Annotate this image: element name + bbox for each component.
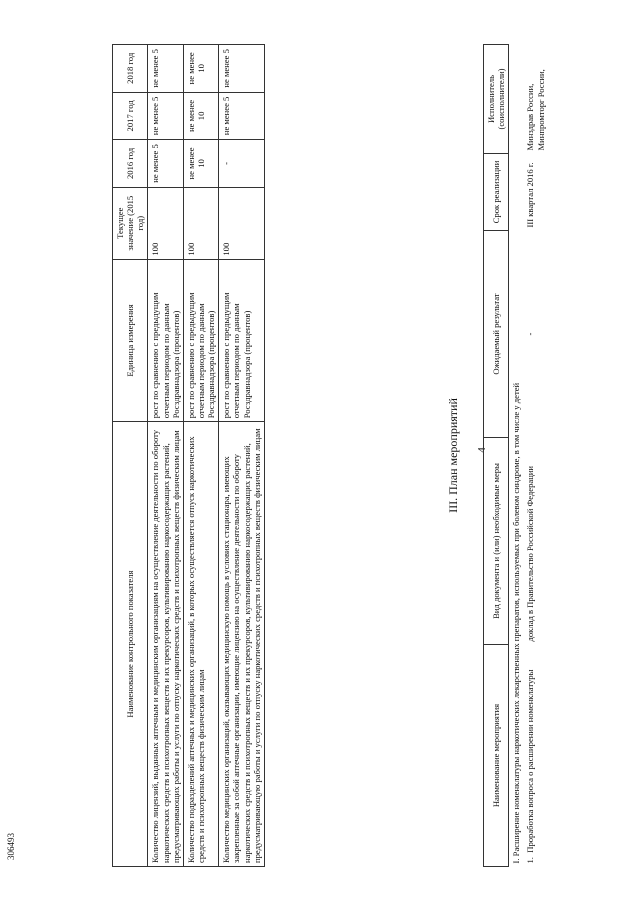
item-name: Проработка вопроса о расширении номенклатуры — [525, 669, 536, 853]
value-2018: не менее 10 — [183, 45, 218, 93]
table-row — [183, 45, 218, 867]
table-header-row — [484, 45, 509, 867]
current-value: 100 — [183, 187, 218, 259]
column-header: Текущее значение (2015 год) — [113, 187, 148, 259]
value-2018: не менее 5 — [148, 45, 183, 93]
column-header: 2017 год — [113, 92, 148, 140]
page-number: 4 — [476, 447, 488, 453]
value-2017: не менее 5 — [219, 92, 265, 140]
indicator-unit: рост по сравнению с предыдущим отчетным периодом по данным Росздравнадзора (процентов) — [219, 259, 265, 422]
table-row — [148, 45, 183, 867]
column-header: Единица измерения — [113, 259, 148, 422]
column-header: Вид документа и (или) необходимые меры — [484, 438, 509, 645]
table-header-row — [113, 45, 148, 867]
indicator-name: Количество подразделений аптечных и медицинских организаций, в которых осуществляется отпуск наркотических средств и психотропных веществ физическим лицам — [183, 422, 218, 867]
action-plan-table — [483, 44, 548, 867]
table-row — [219, 45, 265, 867]
column-header: 2016 год — [113, 140, 148, 188]
document-code: 306493 — [6, 833, 16, 860]
value-2017: не менее 5 — [148, 92, 183, 140]
subsection-title: I. Расширение номенклатуры наркотических лекарственных препаратов, используемых при болевом синдроме, в том числе у детей — [511, 382, 522, 864]
table-row — [523, 45, 547, 867]
indicator-name: Количество медицинских организаций, оказывающих медицинскую помощь в условиях стационара, имеющих закрепленные за собой аптечные организации, имеющие лицензию на осуществление деятельности по обороту наркотических средств и психотропных веществ и их прекурсоров, культивированию наркосодержащих растений, предусматривающую работы и услуги по отпуску наркотических средств и психотропных веществ физическим лицам — [219, 422, 265, 867]
item-number: 1. — [525, 857, 536, 864]
column-header: Исполнитель (соисполнители) — [484, 45, 509, 154]
current-value: 100 — [148, 187, 183, 259]
column-header: 2018 год — [113, 45, 148, 93]
column-header: Ожидаемый результат — [484, 231, 509, 438]
action-executor: Минздрав России, Минпромторг России, — [525, 69, 546, 151]
value-2016: - — [219, 140, 265, 188]
value-2018: не менее 5 — [219, 45, 265, 93]
action-result: - — [525, 332, 536, 336]
current-value: 100 — [219, 187, 265, 259]
indicator-unit: рост по сравнению с предыдущим отчетным периодом по данным Росздравнадзора (процентов) — [183, 259, 218, 422]
value-2016: не менее 10 — [183, 140, 218, 188]
indicator-name: Количество лицензий, выданных аптечным и медицинским организациям на осуществление деятельности по обороту наркотических средств и психотропных веществ и их прекурсоров, культивированию наркосодержащих растений, предусматривающих работы и услуги по отпуску наркотических средств и психотропных веществ физическим лицам — [148, 422, 183, 867]
indicators-table — [112, 44, 265, 867]
column-header: Наименование мероприятия — [484, 645, 509, 867]
value-2016: не менее 5 — [148, 140, 183, 188]
subsection-row — [509, 45, 524, 867]
action-name — [523, 645, 547, 867]
action-document: доклад в Правительство Российской Федерации — [525, 465, 536, 642]
indicator-unit: рост по сравнению с предыдущим отчетным периодом по данным Росздравнадзора (процентов) — [148, 259, 183, 422]
column-header: Срок реализации — [484, 154, 509, 231]
section-title: III. План мероприятий — [446, 398, 460, 513]
value-2017: не менее 10 — [183, 92, 218, 140]
action-term: III квартал 2016 г. — [525, 162, 536, 228]
column-header: Наименование контрольного показателя — [113, 422, 148, 867]
